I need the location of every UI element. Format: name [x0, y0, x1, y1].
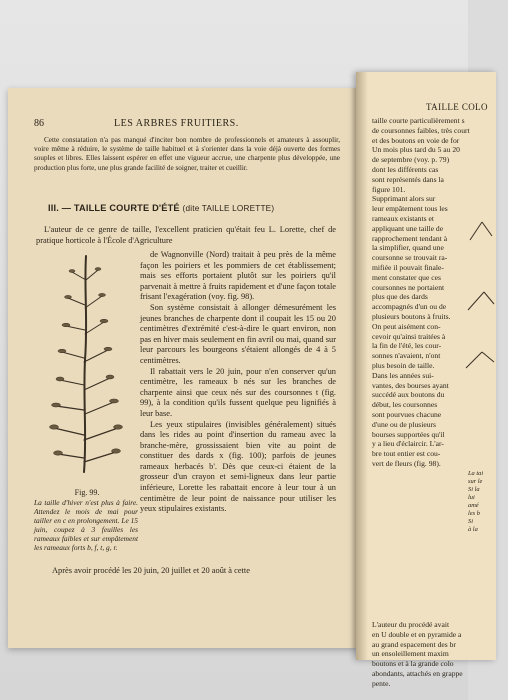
text-line: un ensoleillement maxim	[372, 649, 449, 659]
right-page-text	[372, 116, 470, 469]
text-line: et des boutons en voie de for	[372, 135, 460, 145]
text-line: début, les coursonnes	[372, 400, 438, 410]
text-line: L'auteur du procédé avait	[372, 620, 450, 629]
text-line: sur le	[468, 478, 483, 485]
text-line: La tai	[468, 470, 484, 477]
text-line: les b	[468, 510, 480, 517]
text-line: ment constater que ces	[372, 272, 441, 282]
text-line: figure 101.	[372, 184, 406, 194]
lead-paragraph: L'auteur de ce genre de taille, l'excellent praticien qu'était feu L. Lorette, chef de pratique horticole à l'École d'Agriculture	[36, 225, 336, 245]
text-line: d'une ou de plusieurs	[372, 419, 437, 429]
text-line: de septembre (voy. p. 79)	[372, 155, 450, 165]
text-line: taille courte particulièrement s	[372, 116, 465, 125]
text-line: amé	[468, 502, 479, 509]
text-line: vantes, des bourses ayant	[372, 380, 449, 390]
pear-branch-illustration	[38, 250, 136, 480]
right-page	[356, 72, 496, 688]
side-caption	[468, 470, 508, 534]
text-line: y a lieu d'éclaircir. L'ar-	[372, 439, 444, 449]
text-line: succédé aux boutons du	[372, 390, 445, 400]
text-line: coursonnes ne portaient	[372, 282, 445, 292]
paragraph: Il rabattait vers le 20 juin, pour n'en conserver qu'un centimètre, les rameaux b nés sur les branches de charpente ainsi que ceux nés sur des coursonnes t (fig. 99), à la condition qu'ils fussent quelque peu lignifiés à leur base.	[140, 366, 336, 418]
text-line: boutons et à la grande colo	[372, 659, 454, 669]
text-line: Si	[468, 518, 473, 525]
text-line: bre tout entier est cou-	[372, 449, 441, 459]
text-line: leur empâtement tous les	[372, 204, 448, 214]
text-line: Si la	[468, 486, 480, 493]
running-title: TAILLE COLO	[426, 102, 488, 112]
text-line: en U double et en pyramide a	[372, 629, 462, 639]
page-header	[34, 118, 344, 132]
text-line: mifiée il pouvait finale-	[372, 262, 444, 272]
text-line: pente.	[372, 678, 391, 688]
paragraph: de Wagnonville (Nord) traitait à peu près de la même façon les poiriers et les pommiers de cet établissement; mais ses efforts portaient plutôt sur les poiriers qu'il parvenait à mettre à fruits rapidement et d'une façon totale frisant l'exagération (voy. fig. 98).	[140, 250, 336, 302]
text-line: Dans les années sui-	[372, 370, 434, 380]
figure-caption: La taille d'hiver n'est plus à faire. Attendez le mois de mai pour tailler en c en prolongement. Le 15 juin, coupez à 3 feuilles les rameaux faibles et sur empâtement les rameaux forts b, f, t, g, r.	[34, 498, 138, 552]
running-title: LES ARBRES FRUITIERS.	[114, 118, 239, 129]
text-line: plus que des dards	[372, 292, 428, 302]
text-line: sonnes n'avaient, n'ont	[372, 351, 441, 361]
paragraph: Les yeux stipulaires (invisibles généralement) situés dans les rides au point d'insertion du rameau avec la branche-mère, grossissaient bien vite au point de constituer des dards x (fig. 100); parfois de jeunes rameaux herbacés b'. Dès que ceux-ci étaient de la grosseur d'un crayon et semi-ligneux dans leur partie inférieure, Lorette les rabattait encore à leur tour à un centimètre de leur point de naissance pour utiliser les yeux stipulaires existants.	[140, 419, 336, 514]
left-page	[8, 88, 360, 648]
text-line: Un mois plus tard du 5 au 20	[372, 145, 460, 155]
text-line: abondants, attachés en grappe	[372, 668, 463, 678]
closing-line: Après avoir procédé les 20 juin, 20 juillet et 20 août à cette	[52, 566, 250, 575]
section-subtitle: (dite TAILLE LORETTE)	[182, 204, 275, 213]
text-line: au grand espacement des br	[372, 639, 456, 649]
text-line: la fin de l'été, les cour-	[372, 341, 442, 351]
text-line: dont les différents cas	[372, 164, 439, 174]
text-line: plusieurs boutons à fruits.	[372, 311, 451, 321]
right-page-bottom-text	[372, 620, 498, 689]
text-line: sont représentés dans la	[372, 174, 444, 184]
text-line: On peut aisément con-	[372, 321, 441, 331]
text-line: accompagnés d'un ou de	[372, 302, 447, 312]
figure-label: Fig. 99.	[74, 488, 100, 497]
intro-paragraph: Cette constatation n'a pas manqué d'inciter bon nombre de professionnels et amateurs à assouplir, voire même à réduire, le système de taille habituel et à s'orienter dans la voie déjà ouverte des formes souples et libres. Elles laissent espérer en effet une vigueur accrue, une charpente plus développée, une production plus forte, une plus grande facilité de soigner, traiter et cueillir.	[34, 136, 340, 172]
text-line: rapprochement tendant à	[372, 233, 448, 243]
page-gutter-shadow	[356, 72, 368, 660]
section-heading	[48, 203, 338, 213]
figure-99-illustration	[38, 250, 136, 480]
text-line: Supprimant alors sur	[372, 194, 436, 204]
text-line: plus besoin de taille.	[372, 360, 435, 370]
branch-sketch	[462, 212, 496, 462]
text-line: cevoir qu'ainsi traitées à	[372, 331, 446, 341]
text-line: coursonne se trouvait ra-	[372, 253, 448, 263]
text-column	[140, 250, 336, 515]
text-line: à la	[468, 526, 478, 533]
text-line: appliquant une taille de	[372, 223, 444, 233]
paragraph: Son système consistait à allonger démesurément les jeunes branches de charpente dont il coupait les 15 ou 20 centimètres d'extrémité c'est-à-dire le quart environ, non pas en hiver mais seulement en fin avril ou mai, quand sur leur parcours les bourgeons s'étaient allongés de 4 à 5 centimètres.	[140, 302, 336, 365]
figure-101-partial-illustration	[462, 212, 496, 462]
text-line: de coursonnes faibles, très court	[372, 125, 470, 135]
section-title: III. — TAILLE COURTE D'ÉTÉ	[48, 203, 180, 213]
text-line: sont pourvues chacune	[372, 409, 442, 419]
text-line: bourses supportées qu'il	[372, 429, 445, 439]
text-line: la simplifier, quand une	[372, 243, 444, 253]
text-line: vert de fleurs (fig. 98).	[372, 458, 441, 468]
page-number: 86	[34, 118, 44, 129]
text-line: rameaux existants et	[372, 213, 434, 223]
text-line: lui	[468, 494, 475, 501]
